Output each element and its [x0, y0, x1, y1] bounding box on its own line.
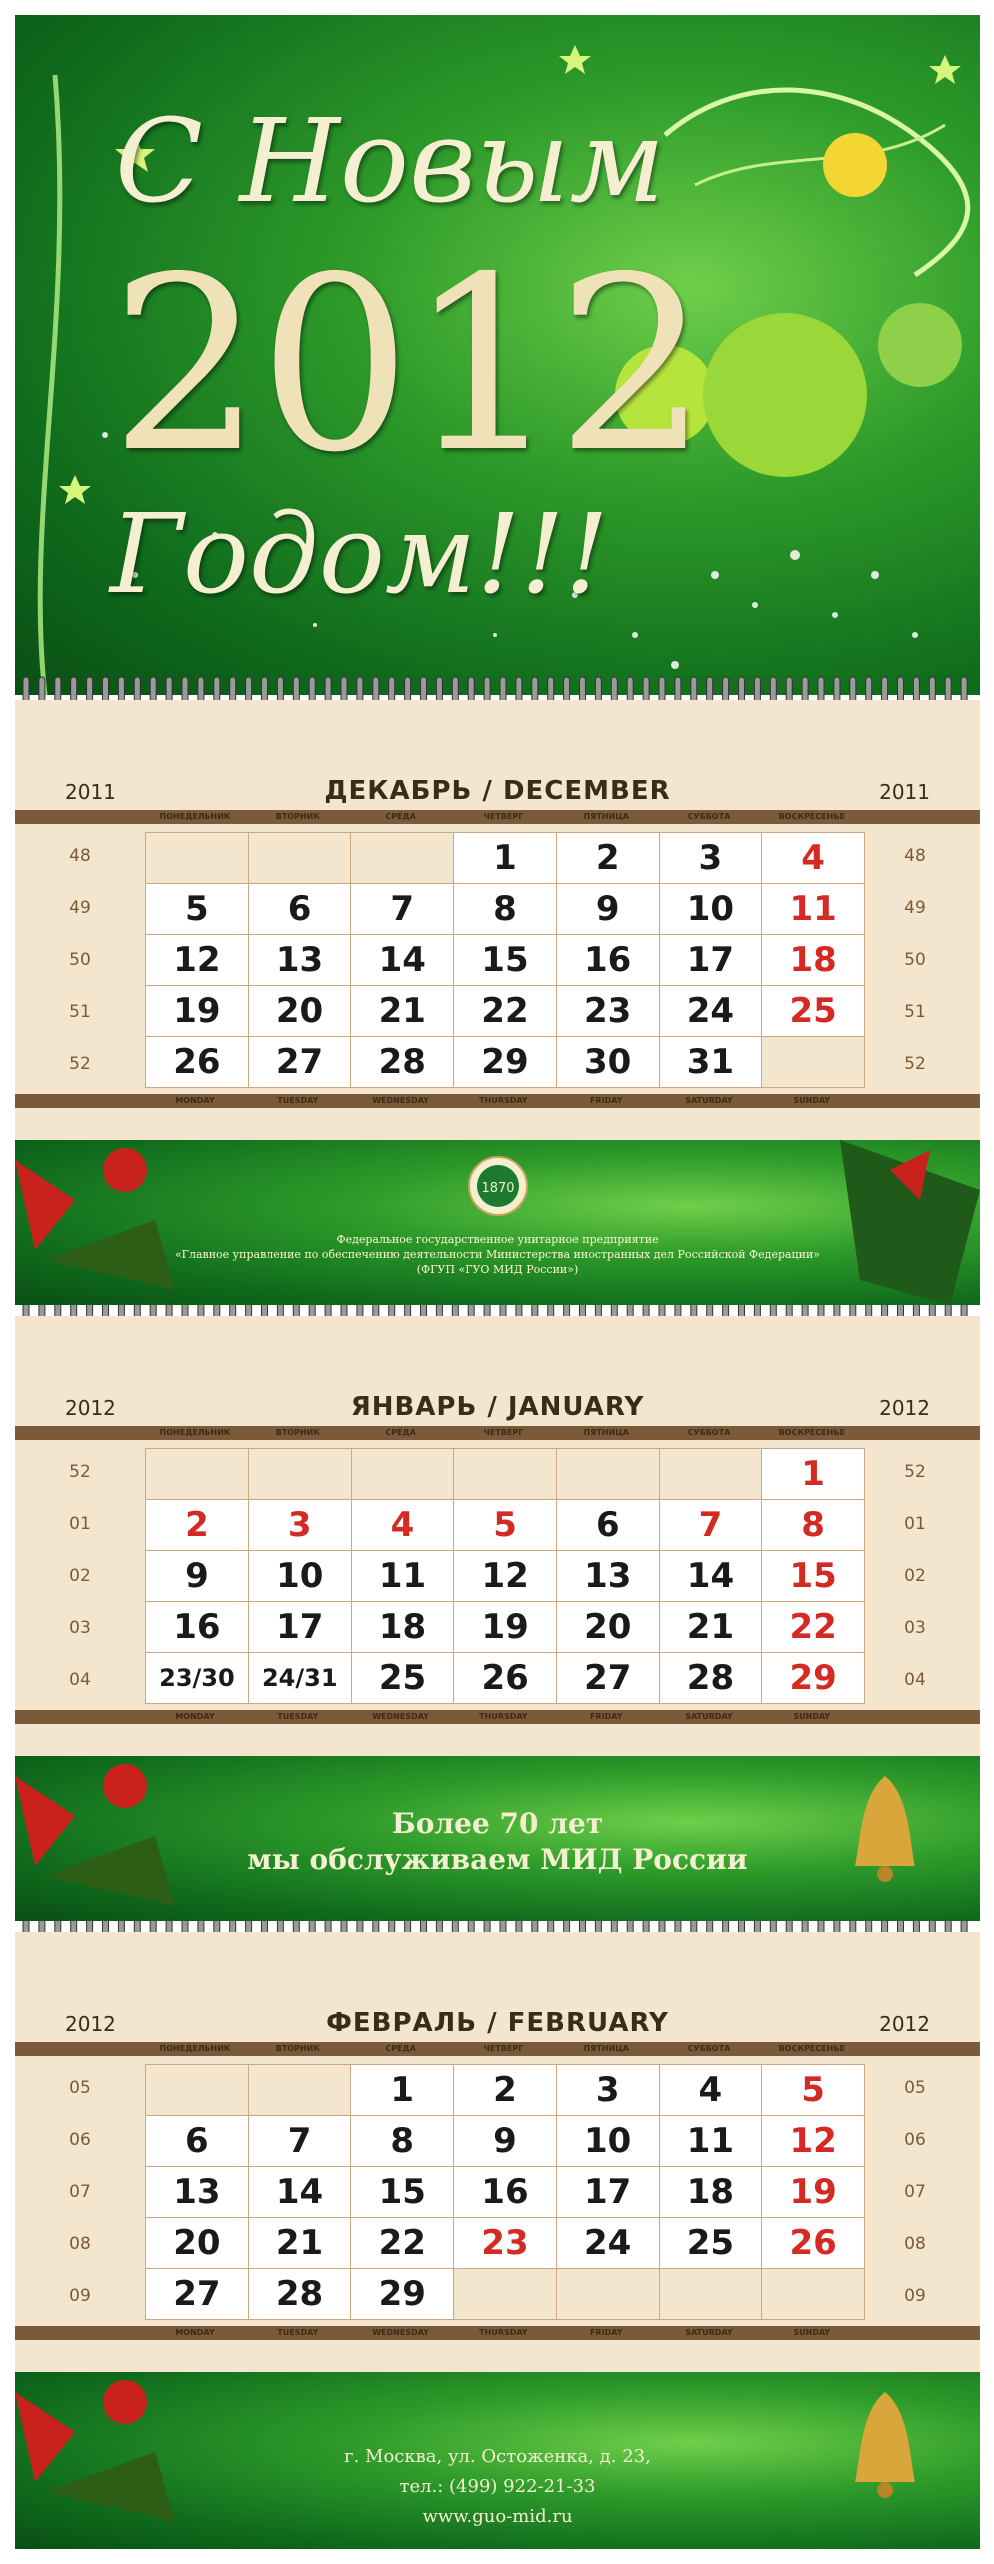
day-name: THURSDAY [479, 1712, 528, 1721]
day-cell: 20 [248, 986, 351, 1037]
day-name: SUNDAY [793, 1096, 831, 1105]
week-row [146, 833, 865, 884]
day-cell [454, 1449, 557, 1500]
month-title: ЯНВАРЬ / JANUARY [350, 1392, 645, 1422]
week-number: 09 [69, 2286, 91, 2306]
day-name: ВТОРНИК [275, 2044, 320, 2053]
day-cell: 9 [556, 884, 659, 935]
week-number: 51 [904, 1002, 926, 1022]
day-cell: 21 [351, 986, 454, 1037]
ornament-ball-snowflake [878, 303, 962, 387]
day-name: SATURDAY [685, 2328, 733, 2337]
day-cell: 12 [454, 1551, 557, 1602]
day-name: SATURDAY [685, 1096, 733, 1105]
day-name: SUNDAY [793, 2328, 831, 2337]
week-number: 07 [69, 2182, 91, 2202]
day-cell: 11 [762, 884, 865, 935]
day-cell: 27 [146, 2269, 249, 2320]
day-cell: 14 [351, 935, 454, 986]
day-cell: 26 [146, 1037, 249, 1088]
day-cell: 21 [659, 1602, 762, 1653]
day-cell: 15 [454, 935, 557, 986]
day-cell: 6 [556, 1500, 659, 1551]
day-name: ВТОРНИК [275, 812, 320, 821]
day-name: СУББОТА [687, 812, 731, 821]
week-row [146, 2116, 865, 2167]
day-cell [351, 1449, 454, 1500]
day-cell [454, 2269, 557, 2320]
month-title: ДЕКАБРЬ / DECEMBER [324, 776, 671, 806]
week-row [146, 2065, 865, 2116]
day-cell: 16 [556, 935, 659, 986]
day-name: ПОНЕДЕЛЬНИК [159, 812, 231, 821]
day-cell: 1 [762, 1449, 865, 1500]
day-cell [146, 2065, 249, 2116]
month-title: ФЕВРАЛЬ / FEBRUARY [326, 2008, 669, 2038]
day-name: TUESDAY [277, 2328, 319, 2337]
day-cell: 29 [351, 2269, 454, 2320]
day-name: FRIDAY [589, 1712, 623, 1721]
day-cell: 2 [556, 833, 659, 884]
day-cell: 20 [556, 1602, 659, 1653]
week-number: 51 [69, 1002, 91, 1022]
day-name: ПОНЕДЕЛЬНИК [159, 2044, 231, 2053]
week-number: 01 [69, 1514, 91, 1534]
week-row [146, 1037, 865, 1088]
year-label-right: 2012 [879, 1396, 930, 1420]
week-number: 49 [69, 898, 91, 918]
day-cell: 18 [762, 935, 865, 986]
day-cell: 6 [248, 884, 351, 935]
day-cell: 22 [762, 1602, 865, 1653]
year-label-right: 2012 [879, 2012, 930, 2036]
day-cell [248, 833, 351, 884]
day-name: ВТОРНИК [275, 1428, 320, 1437]
ornament-ball-yellow [823, 133, 887, 197]
week-row [146, 2167, 865, 2218]
week-number: 07 [904, 2182, 926, 2202]
day-cell: 25 [351, 1653, 454, 1704]
contact-info [15, 2442, 980, 2532]
day-cell [248, 2065, 351, 2116]
day-name: MONDAY [175, 1712, 215, 1721]
day-name: FRIDAY [589, 2328, 623, 2337]
month-page-december [15, 700, 980, 1140]
day-cell: 17 [248, 1602, 351, 1653]
day-cell [762, 1037, 865, 1088]
day-cell: 13 [248, 935, 351, 986]
week-row [146, 2218, 865, 2269]
greeting-line-2: Годом!!! [110, 490, 609, 618]
day-cell: 31 [659, 1037, 762, 1088]
day-cell: 12 [762, 2116, 865, 2167]
greeting-year: 2012 [110, 225, 705, 505]
day-cell: 7 [248, 2116, 351, 2167]
week-number: 04 [904, 1670, 926, 1690]
bow-decoration [800, 1140, 980, 1305]
day-cell: 1 [351, 2065, 454, 2116]
day-name: MONDAY [175, 2328, 215, 2337]
day-cell: 17 [659, 935, 762, 986]
week-row [146, 884, 865, 935]
week-number: 03 [69, 1618, 91, 1638]
week-number: 52 [904, 1462, 926, 1482]
slogan-text: Более 70 лет мы обслуживаем МИД России [247, 1807, 748, 1876]
day-cell: 15 [351, 2167, 454, 2218]
week-number: 02 [69, 1566, 91, 1586]
day-cell: 28 [351, 1037, 454, 1088]
day-cell: 5 [146, 884, 249, 935]
day-name: TUESDAY [277, 1712, 319, 1721]
week-row [146, 986, 865, 1037]
day-cell: 22 [454, 986, 557, 1037]
day-name: SATURDAY [685, 1712, 733, 1721]
day-name: СУББОТА [687, 2044, 731, 2053]
day-cell: 1 [454, 833, 557, 884]
week-number: 52 [69, 1462, 91, 1482]
day-cell: 8 [454, 884, 557, 935]
week-number: 50 [69, 950, 91, 970]
month-page-february [15, 1932, 980, 2372]
day-name: ВОСКРЕСЕНЬЕ [778, 812, 845, 821]
day-cell: 16 [454, 2167, 557, 2218]
week-number: 49 [904, 898, 926, 918]
day-cell: 2 [146, 1500, 249, 1551]
day-cell [248, 1449, 351, 1500]
day-cell: 5 [454, 1500, 557, 1551]
day-cell [659, 2269, 762, 2320]
day-cell: 7 [351, 884, 454, 935]
day-cell: 25 [762, 986, 865, 1037]
week-number: 08 [904, 2234, 926, 2254]
slogan-banner [15, 1756, 980, 1921]
day-cell: 18 [351, 1602, 454, 1653]
day-cell: 28 [659, 1653, 762, 1704]
day-name: TUESDAY [277, 1096, 319, 1105]
day-cell: 9 [146, 1551, 249, 1602]
week-number: 52 [904, 1054, 926, 1074]
day-cell [556, 1449, 659, 1500]
day-name: WEDNESDAY [372, 1096, 429, 1105]
day-cell: 23 [556, 986, 659, 1037]
day-cell: 22 [351, 2218, 454, 2269]
day-cell: 21 [248, 2218, 351, 2269]
day-cell: 13 [146, 2167, 249, 2218]
day-cell: 28 [248, 2269, 351, 2320]
week-number: 06 [904, 2130, 926, 2150]
day-cell: 19 [146, 986, 249, 1037]
day-cell: 14 [248, 2167, 351, 2218]
day-cell: 24 [659, 986, 762, 1037]
day-cell: 16 [146, 1602, 249, 1653]
day-cell [556, 2269, 659, 2320]
day-cell: 5 [762, 2065, 865, 2116]
day-name: ПОНЕДЕЛЬНИК [159, 1428, 231, 1437]
day-cell: 9 [454, 2116, 557, 2167]
day-cell: 4 [351, 1500, 454, 1551]
holly-decoration [15, 1140, 195, 1305]
day-cell: 23/30 [146, 1653, 249, 1704]
ornament-ball-large [703, 313, 867, 477]
day-name: FRIDAY [589, 1096, 623, 1105]
day-name: WEDNESDAY [372, 2328, 429, 2337]
phone-text: тел.: (499) 922-21-33 [399, 2476, 596, 2497]
day-cell: 18 [659, 2167, 762, 2218]
week-number: 08 [69, 2234, 91, 2254]
company-banner [15, 1140, 980, 1305]
day-cell: 12 [146, 935, 249, 986]
day-name: ВОСКРЕСЕНЬЕ [778, 1428, 845, 1437]
day-name: СРЕДА [385, 812, 416, 821]
calendar-grid [145, 2064, 865, 2320]
year-label-left: 2012 [65, 2012, 116, 2036]
day-name: SUNDAY [793, 1712, 831, 1721]
week-number: 01 [904, 1514, 926, 1534]
week-row [146, 1653, 865, 1704]
day-cell: 27 [248, 1037, 351, 1088]
day-cell: 13 [556, 1551, 659, 1602]
day-cell: 8 [762, 1500, 865, 1551]
day-cell: 19 [454, 1602, 557, 1653]
company-name: Федеральное государственное унитарное предприятие «Главное управление по обеспечению деятельности Министерства иностранных дел Российской Федерации» (ФГУП «ГУО МИД России») [174, 1233, 821, 1276]
day-cell: 30 [556, 1037, 659, 1088]
year-label-left: 2012 [65, 1396, 116, 1420]
day-cell: 27 [556, 1653, 659, 1704]
week-number: 05 [69, 2078, 91, 2098]
calendar-grid [145, 832, 865, 1088]
day-cell: 3 [248, 1500, 351, 1551]
year-label-right: 2011 [879, 780, 930, 804]
day-name: СРЕДА [385, 1428, 416, 1437]
week-row [146, 1500, 865, 1551]
day-cell: 7 [659, 1500, 762, 1551]
month-page-january [15, 1316, 980, 1756]
day-cell: 24 [556, 2218, 659, 2269]
greeting-line-1: С Новым [115, 95, 666, 229]
week-number: 04 [69, 1670, 91, 1690]
day-cell: 29 [454, 1037, 557, 1088]
week-number: 50 [904, 950, 926, 970]
day-name: ПЯТНИЦА [583, 812, 629, 821]
day-cell: 25 [659, 2218, 762, 2269]
calendar-grid [145, 1448, 865, 1704]
day-cell: 17 [556, 2167, 659, 2218]
day-cell: 4 [659, 2065, 762, 2116]
day-name: ЧЕТВЕРГ [483, 812, 524, 821]
day-cell: 23 [454, 2218, 557, 2269]
day-name: THURSDAY [479, 2328, 528, 2337]
address-text: г. Москва, ул. Остоженка, д. 23, [344, 2446, 651, 2467]
day-cell [146, 833, 249, 884]
day-name: ЧЕТВЕРГ [483, 1428, 524, 1437]
day-cell: 2 [454, 2065, 557, 2116]
day-cell: 19 [762, 2167, 865, 2218]
day-name: ЧЕТВЕРГ [483, 2044, 524, 2053]
svg-text:1870: 1870 [481, 1181, 515, 1196]
day-cell: 6 [146, 2116, 249, 2167]
day-cell: 3 [659, 833, 762, 884]
day-cell: 14 [659, 1551, 762, 1602]
year-label-left: 2011 [65, 780, 116, 804]
week-number: 48 [904, 846, 926, 866]
day-name: WEDNESDAY [372, 1712, 429, 1721]
day-cell: 26 [454, 1653, 557, 1704]
day-cell: 10 [248, 1551, 351, 1602]
day-cell [762, 2269, 865, 2320]
week-row [146, 1551, 865, 1602]
week-row [146, 1602, 865, 1653]
week-number: 52 [69, 1054, 91, 1074]
week-number: 06 [69, 2130, 91, 2150]
day-cell: 8 [351, 2116, 454, 2167]
day-cell: 20 [146, 2218, 249, 2269]
week-row [146, 2269, 865, 2320]
day-cell: 26 [762, 2218, 865, 2269]
day-name: MONDAY [175, 1096, 215, 1105]
day-cell: 3 [556, 2065, 659, 2116]
company-logo-icon [467, 1155, 529, 1217]
day-cell [659, 1449, 762, 1500]
day-name: ПЯТНИЦА [583, 1428, 629, 1437]
header-artwork [15, 15, 980, 695]
day-name: ПЯТНИЦА [583, 2044, 629, 2053]
day-name: THURSDAY [479, 1096, 528, 1105]
day-cell: 11 [659, 2116, 762, 2167]
day-name: СРЕДА [385, 2044, 416, 2053]
day-cell: 10 [659, 884, 762, 935]
day-name: СУББОТА [687, 1428, 731, 1437]
day-cell: 29 [762, 1653, 865, 1704]
week-number: 03 [904, 1618, 926, 1638]
contact-banner [15, 2372, 980, 2549]
week-number: 02 [904, 1566, 926, 1586]
day-name: ВОСКРЕСЕНЬЕ [778, 2044, 845, 2053]
day-cell: 4 [762, 833, 865, 884]
website-link[interactable]: www.guo-mid.ru [422, 2506, 573, 2527]
day-cell: 15 [762, 1551, 865, 1602]
week-row [146, 935, 865, 986]
day-cell: 24/31 [248, 1653, 351, 1704]
week-number: 09 [904, 2286, 926, 2306]
week-number: 48 [69, 846, 91, 866]
week-number: 05 [904, 2078, 926, 2098]
day-cell: 10 [556, 2116, 659, 2167]
day-cell: 11 [351, 1551, 454, 1602]
week-row [146, 1449, 865, 1500]
day-cell [351, 833, 454, 884]
day-cell [146, 1449, 249, 1500]
